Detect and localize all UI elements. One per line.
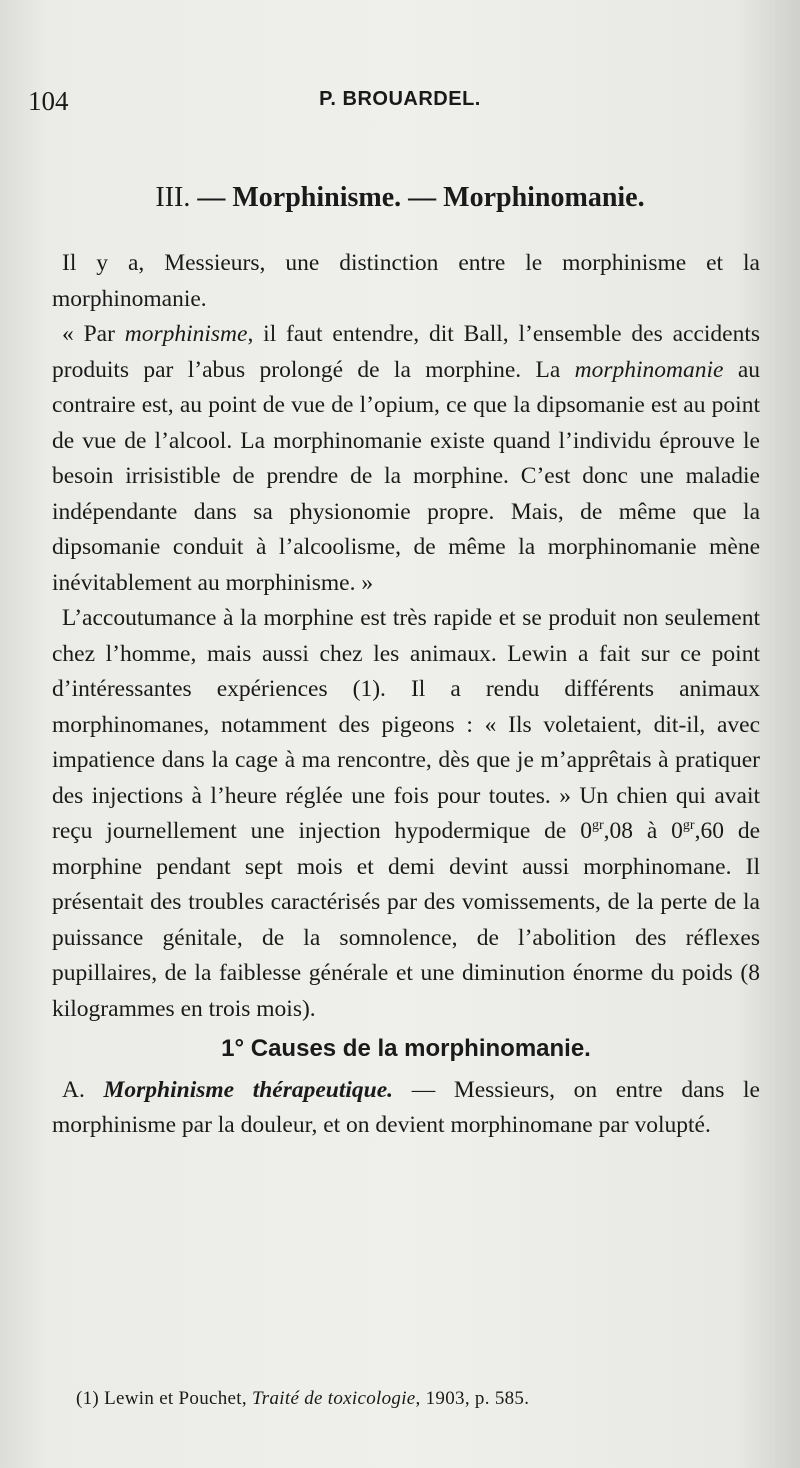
section-title-text: — Morphinisme. — Morphinomanie.	[197, 182, 645, 213]
footnote	[76, 1388, 760, 1410]
section-number: III.	[155, 182, 191, 213]
page-number: 104	[28, 86, 69, 116]
paragraph-3-part: L’accoutumance à la morphine est très rapide et se produit non seulement chez l’homme, mais aussi chez les animaux. Lewin a fait sur ce point d’intéressantes expériences (1). Il a rendu différents animaux morphinomanes, notamment des pigeons : « Ils voletaient, dit-il, avec impatience dans la cage à ma rencontre, dès que je m’apprêtais à pratiquer des injections à l’heure réglée une fois pour toutes. » Un chien qui avait reçu journellement une injection hypodermique de 0	[52, 605, 760, 844]
page-header	[0, 86, 800, 120]
running-title: P. BROUARDEL.	[319, 88, 481, 110]
footnote-book-title: Traité de toxicologie	[251, 1388, 416, 1409]
unit-superscript: gr	[591, 818, 604, 834]
subsection-heading: Morphinisme thérapeutique.	[103, 1076, 394, 1103]
footnote-part: , 1903, p. 585.	[415, 1388, 530, 1409]
paragraph-2	[52, 317, 760, 601]
paragraph-4	[52, 1073, 760, 1144]
footnote-part: (1) Lewin et Pouchet,	[76, 1388, 252, 1409]
paragraph-4-part: A.	[62, 1076, 104, 1103]
paragraph-3-part: ,60 de morphine pendant sept mois et demi devint aussi morphinomane. Il présentait des troubles caractérisés par des vomissements, de la perte de la puissance génitale, de la somnolence, de l’abolition des réflexes pupillaires, de la faiblesse générale et une diminution énorme du poids (8 kilogrammes en trois mois).	[52, 818, 760, 1022]
paragraph-1: Il y a, Messieurs, une distinction entre le morphinisme et la morphinomanie.	[52, 250, 760, 312]
paragraph-2-part: « Par	[62, 321, 125, 347]
paragraph-3	[52, 601, 760, 1027]
paragraph-3-part: ,08 à 0	[603, 818, 683, 844]
unit-superscript: gr	[682, 818, 695, 834]
body-text	[52, 246, 760, 1144]
subsection-title: 1° Causes de la morphinomanie.	[221, 1035, 591, 1062]
paragraph-4-part: — Messieurs, on entre dans le morphinisme par la douleur, et on devient morphinomane par volupté.	[52, 1076, 760, 1138]
section-title	[0, 182, 800, 214]
paragraph-2-part: au contraire est, au point de vue de l’opium, ce que la dipsomanie est au point de vue de l’alcool. La morphinomanie existe quand l’individu éprouve le besoin irrisistible de prendre de la morphine. C’est donc une maladie indépendante dans sa physionomie propre. Mais, de même que la dipsomanie conduit à l’alcoolisme, de même la morphinomanie mène inévitablement au morphinisme. »	[52, 356, 760, 596]
paragraph-2-part: , il faut entendre, dit Ball, l’ensemble des accidents produits par l’abus prolongé de la morphine. La	[52, 321, 761, 383]
term-morphinisme: morphinisme	[124, 321, 248, 347]
term-morphinomanie: morphinomanie	[574, 356, 724, 383]
